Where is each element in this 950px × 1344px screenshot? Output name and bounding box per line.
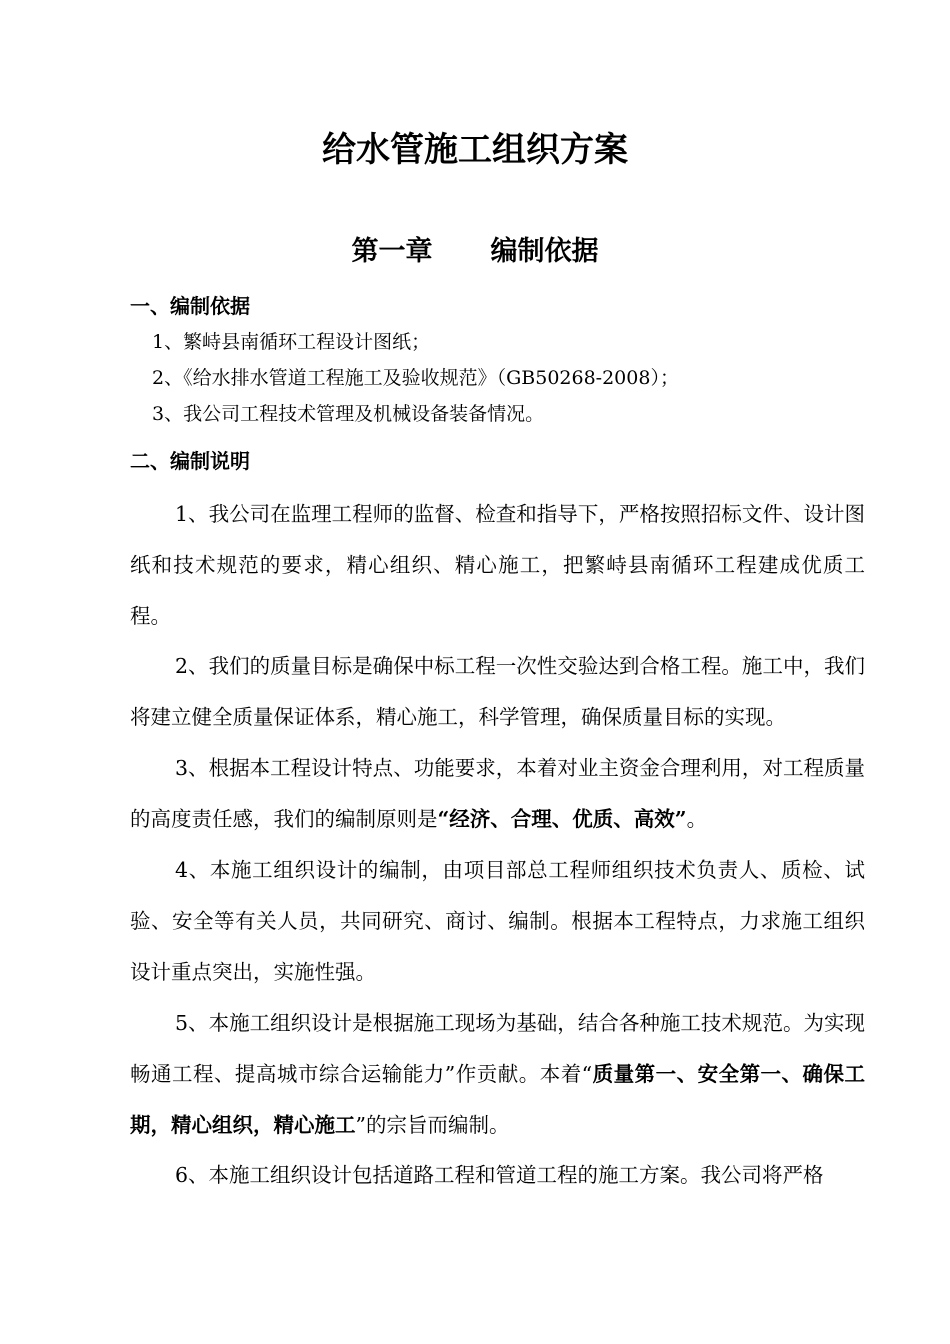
note-paragraph-4: 4、本施工组织设计的编制，由项目部总工程师组织技术负责人、质检、试验、安全等有关人员，共同研究、商讨、编制。根据本工程特点，力求施工组织设计重点突出，实施性强。 [130, 858, 865, 984]
section-heading-basis: 一、编制依据 [130, 294, 250, 318]
note-paragraph-1: 1、我公司在监理工程师的监督、检查和指导下，严格按照招标文件、设计图纸和技术规范的要求，精心组织、精心施工，把繁峙县南循环工程建成优质工程。 [130, 502, 865, 628]
principle-emphasis: “经济、合理、优质、高效” [437, 807, 687, 831]
basis-item-1: 1、繁峙县南循环工程设计图纸； [152, 331, 431, 353]
chapter-number: 第一章 [351, 236, 433, 267]
basis-item-2: 2、《给水排水管道工程施工及验收规范》（GB50268-2008）； [152, 367, 679, 389]
note-paragraph-5-text: 5、本施工组织设计是根据施工现场为基础，结合各种施工技术规范。为实现畅通工程、提高城市综合运输能力”作贡献。本着“ [130, 1011, 865, 1086]
note-paragraph-2: 2、我们的质量目标是确保中标工程一次性交验达到合格工程。施工中，我们将建立健全质量保证体系，精心施工，科学管理，确保质量目标的实现。 [130, 654, 865, 729]
document-title: 给水管施工组织方案 [322, 130, 628, 170]
motto-emphasis: 质量第一、安全第一、确保工期，精心组织，精心施工 [130, 1062, 865, 1137]
note-paragraph-3-end: 。 [686, 807, 708, 831]
note-paragraph-3 [130, 743, 865, 845]
basis-item-3: 3、我公司工程技术管理及机械设备装备情况。 [152, 403, 545, 425]
note-paragraph-6: 6、本施工组织设计包括道路工程和管道工程的施工方案。我公司将严格 [175, 1163, 824, 1187]
note-paragraph-5 [130, 998, 865, 1151]
chapter-name: 编制依据 [490, 236, 599, 267]
note-paragraph-3-text: 3、根据本工程设计特点、功能要求，本着对业主资金合理利用，对工程质量的高度责任感，我们的编制原则是 [130, 756, 865, 831]
section-heading-notes: 二、编制说明 [130, 449, 250, 473]
chapter-title [0, 234, 950, 270]
note-paragraph-5-end: ”的宗旨而编制。 [355, 1113, 510, 1137]
